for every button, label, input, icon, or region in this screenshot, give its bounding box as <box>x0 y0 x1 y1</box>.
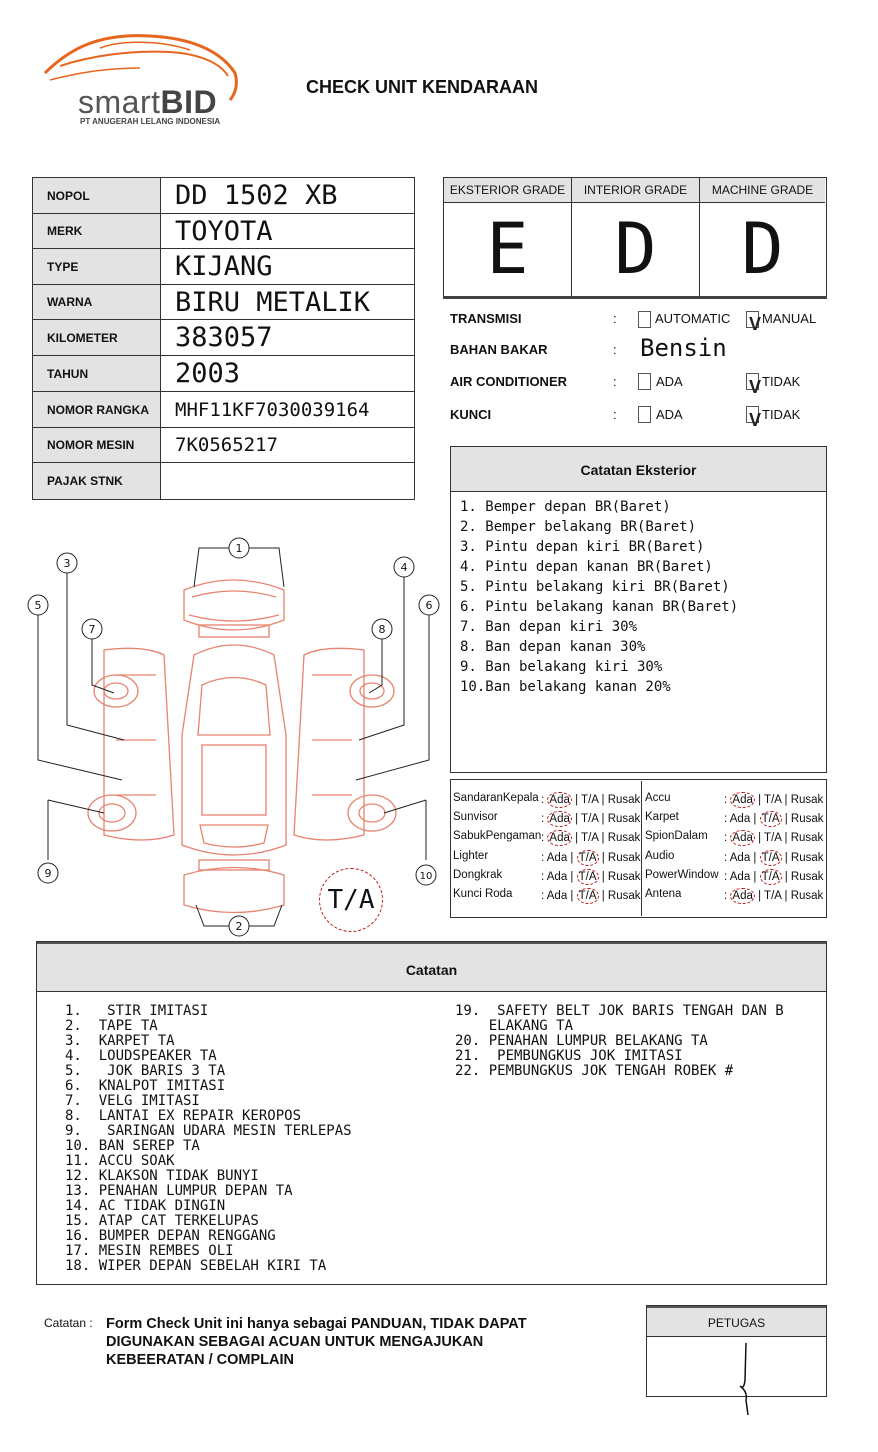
table-row <box>33 320 415 356</box>
accessory-name: Sunvisor <box>453 811 498 823</box>
marker-label: 7 <box>88 623 96 636</box>
separator: | <box>571 794 582 806</box>
field-value: 383057 <box>161 320 415 356</box>
separator: | <box>598 832 608 844</box>
separator: | <box>567 852 577 864</box>
list-item: ELAKANG TA <box>455 1018 574 1034</box>
list-item: 3. Pintu depan kiri BR(Baret) <box>460 539 705 555</box>
list-item: 7. VELG IMITASI <box>65 1093 200 1109</box>
accessory-options <box>541 811 640 827</box>
option-ada[interactable]: Ada <box>546 890 568 902</box>
list-item: 4. Pintu depan kanan BR(Baret) <box>460 559 713 575</box>
notes-title: Catatan <box>37 942 826 992</box>
ac-ada-option: ADA <box>656 374 683 389</box>
option-ada[interactable]: Ada <box>729 871 751 883</box>
separator: | <box>754 832 765 844</box>
separator: | <box>598 813 608 825</box>
ac-ada-checkbox[interactable] <box>638 373 651 390</box>
option-ta[interactable]: T/A <box>764 890 782 902</box>
table-row <box>33 214 415 249</box>
marker-label: 3 <box>63 557 71 570</box>
option-ta[interactable]: T/A <box>764 832 782 844</box>
colon: : <box>613 374 617 389</box>
list-item: 9. SARINGAN UDARA MESIN TERLEPAS <box>65 1123 352 1139</box>
option-ada[interactable]: Ada <box>546 852 568 864</box>
separator: | <box>598 890 608 902</box>
list-item: 8. LANTAI EX REPAIR KEROPOS <box>65 1108 302 1124</box>
check-mark-icon: V <box>749 377 762 397</box>
accessory-options <box>541 888 641 904</box>
field-value: TOYOTA <box>161 214 415 249</box>
field-value: DD 1502 XB <box>161 178 415 214</box>
option-rusak[interactable]: Rusak <box>790 832 824 844</box>
colon: : <box>613 311 617 326</box>
field-label: NOMOR RANGKA <box>33 392 161 428</box>
exterior-notes-list <box>451 492 826 697</box>
accessory-options <box>541 792 640 808</box>
accessory-name: PowerWindow <box>645 869 719 881</box>
notes-list-right <box>455 1004 784 1079</box>
divider <box>443 296 827 299</box>
option-rusak[interactable]: Rusak <box>790 871 824 883</box>
option-ada[interactable]: Ada <box>729 852 751 864</box>
list-item: 5. JOK BARIS 3 TA <box>65 1063 226 1079</box>
colon: : <box>541 890 545 902</box>
separator: | <box>781 890 791 902</box>
separator: | <box>754 890 765 902</box>
list-item: 15. ATAP CAT TERKELUPAS <box>65 1213 259 1229</box>
option-rusak[interactable]: Rusak <box>790 813 824 825</box>
accessory-options <box>724 830 823 846</box>
separator: | <box>598 852 608 864</box>
option-ta[interactable]: T/A <box>761 813 780 825</box>
field-label: WARNA <box>33 285 161 320</box>
accessory-options <box>541 869 641 885</box>
colon: : <box>541 871 545 883</box>
list-item: 2. TAPE TA <box>65 1018 158 1034</box>
disclaimer-text: Form Check Unit ini hanya sebagai PANDUAN, TIDAK DAPAT DIGUNAKAN SEBAGAI ACUAN UNTUK MENGAJUKAN KEBEERATAN / COMPLAIN <box>106 1316 527 1368</box>
exterior-notes-title: Catatan Eksterior <box>451 447 826 492</box>
option-ta[interactable]: T/A <box>764 794 782 806</box>
list-item: 12. KLAKSON TIDAK BUNYI <box>65 1168 259 1184</box>
grade-label: INTERIOR GRADE <box>572 178 699 203</box>
accessory-options <box>724 792 823 808</box>
colon: : <box>613 407 617 422</box>
exterior-notes-panel <box>450 446 827 773</box>
option-ada[interactable]: Ada <box>549 813 570 825</box>
separator: | <box>754 794 765 806</box>
option-ada[interactable]: Ada <box>549 794 570 806</box>
option-rusak[interactable]: Rusak <box>790 890 824 902</box>
list-item: 18. WIPER DEPAN SEBELAH KIRI TA <box>65 1258 327 1274</box>
list-item: 10.Ban belakang kanan 20% <box>460 679 671 695</box>
check-mark-icon: V <box>749 410 762 430</box>
option-ta[interactable]: T/A <box>578 852 597 864</box>
grade-label: MACHINE GRADE <box>700 178 825 203</box>
accessory-name: Dongkrak <box>453 869 503 881</box>
check-mark-icon: V <box>749 314 762 334</box>
grade-label: EKSTERIOR GRADE <box>444 178 571 203</box>
colon: : <box>724 832 728 844</box>
list-item: 3. KARPET TA <box>65 1033 175 1049</box>
bahan-bakar-value: Bensin <box>640 334 727 362</box>
separator: | <box>750 871 760 883</box>
manual-option: MANUAL <box>762 311 817 326</box>
option-ta[interactable]: T/A <box>578 871 597 883</box>
automatic-checkbox[interactable] <box>638 311 651 328</box>
option-ada[interactable]: Ada <box>546 871 568 883</box>
accessory-options <box>724 850 824 866</box>
marker-label: 2 <box>235 920 243 933</box>
separator: | <box>598 871 608 883</box>
automatic-option: AUTOMATIC <box>655 311 731 326</box>
option-ada[interactable]: Ada <box>732 794 753 806</box>
accessory-options <box>541 830 640 846</box>
option-ta[interactable]: T/A <box>581 832 599 844</box>
option-rusak[interactable]: Rusak <box>790 794 824 806</box>
kunci-label: KUNCI <box>450 407 492 422</box>
option-ta[interactable]: T/A <box>761 852 780 864</box>
separator: | <box>567 871 577 883</box>
option-ta[interactable]: T/A <box>761 871 780 883</box>
grade-value: E <box>486 208 529 290</box>
field-label: MERK <box>33 214 161 249</box>
field-value: MHF11KF7030039164 <box>161 392 415 428</box>
table-row <box>33 428 415 463</box>
marker-label: 5 <box>34 599 42 612</box>
option-ta[interactable]: T/A <box>578 890 597 902</box>
logo-wordmark: smartBID <box>78 84 218 120</box>
option-rusak[interactable]: Rusak <box>607 890 641 902</box>
logo-subtitle: PT ANUGERAH LELANG INDONESIA <box>80 117 221 126</box>
divider <box>641 781 642 916</box>
option-ta[interactable]: T/A <box>581 813 599 825</box>
kunci-tidak-option: TIDAK <box>762 407 801 422</box>
list-item: 13. PENAHAN LUMPUR DEPAN TA <box>65 1183 293 1199</box>
grade-value: D <box>614 208 657 290</box>
marker-label: 4 <box>400 561 408 574</box>
footer-label: Catatan : <box>44 1316 93 1330</box>
marker-label: 8 <box>378 623 386 636</box>
separator: | <box>750 852 760 864</box>
notes-panel <box>36 941 827 1285</box>
accessory-name: Lighter <box>453 850 489 862</box>
field-value: BIRU METALIK <box>161 285 415 320</box>
field-label: PAJAK STNK <box>33 463 161 500</box>
list-item: 6. KNALPOT IMITASI <box>65 1078 226 1094</box>
separator: | <box>781 813 791 825</box>
accessory-name: SandaranKepala <box>453 792 539 804</box>
list-item: 1. STIR IMITASI <box>65 1003 209 1019</box>
notes-list-left <box>65 1004 352 1274</box>
option-ada[interactable]: Ada <box>549 832 570 844</box>
field-value <box>161 463 415 500</box>
separator: | <box>598 794 608 806</box>
accessory-options <box>724 888 823 904</box>
colon: : <box>724 794 728 806</box>
marker-label: 10 <box>419 871 433 882</box>
option-rusak[interactable]: Rusak <box>607 871 641 883</box>
list-item: 6. Pintu belakang kanan BR(Baret) <box>460 599 739 615</box>
list-item: 2. Bemper belakang BR(Baret) <box>460 519 697 535</box>
marker-label: 9 <box>44 867 52 880</box>
list-item: 10. BAN SEREP TA <box>65 1138 200 1154</box>
option-ada[interactable]: Ada <box>732 890 753 902</box>
car-damage-diagram <box>24 535 444 940</box>
field-label: NOPOL <box>33 178 161 214</box>
list-item: 4. LOUDSPEAKER TA <box>65 1048 217 1064</box>
accessory-name: SabukPengaman <box>453 830 542 842</box>
separator: | <box>571 832 582 844</box>
colon: : <box>541 832 545 844</box>
option-ada[interactable]: Ada <box>729 813 751 825</box>
list-item: 1. Bemper depan BR(Baret) <box>460 499 671 515</box>
ta-stamp: T/A <box>319 868 383 932</box>
option-rusak[interactable]: Rusak <box>607 832 641 844</box>
list-item: 22. PEMBUNGKUS JOK TENGAH ROBEK # <box>455 1063 734 1079</box>
field-label: NOMOR MESIN <box>33 428 161 463</box>
list-item: 11. ACCU SOAK <box>65 1153 175 1169</box>
list-item: 20. PENAHAN LUMPUR BELAKANG TA <box>455 1033 708 1049</box>
accessory-options <box>724 811 824 827</box>
list-item: 17. MESIN REMBES OLI <box>65 1243 234 1259</box>
accessory-options <box>724 869 824 885</box>
accessory-name: Kunci Roda <box>453 888 513 900</box>
option-rusak[interactable]: Rusak <box>607 794 641 806</box>
colon: : <box>724 871 728 883</box>
accessory-name: Antena <box>645 888 682 900</box>
table-row <box>33 463 415 500</box>
field-label: TYPE <box>33 249 161 285</box>
colon: : <box>541 794 545 806</box>
list-item: 16. BUMPER DEPAN RENGGANG <box>65 1228 276 1244</box>
separator: | <box>567 890 577 902</box>
marker-label: 1 <box>235 542 243 555</box>
accessory-name: Audio <box>645 850 675 862</box>
accessory-name: Karpet <box>645 811 679 823</box>
option-rusak[interactable]: Rusak <box>607 813 641 825</box>
colon: : <box>724 890 728 902</box>
colon: : <box>613 342 617 357</box>
separator: | <box>781 794 791 806</box>
option-rusak[interactable]: Rusak <box>790 852 824 864</box>
exterior-grade <box>444 178 572 297</box>
separator: | <box>571 813 582 825</box>
separator: | <box>781 852 791 864</box>
colon: : <box>724 852 728 864</box>
bahan-bakar-label: BAHAN BAKAR <box>450 342 548 357</box>
machine-grade <box>700 178 825 297</box>
field-label: KILOMETER <box>33 320 161 356</box>
separator: | <box>781 871 791 883</box>
colon: : <box>541 813 545 825</box>
field-label: TAHUN <box>33 356 161 392</box>
list-item: 5. Pintu belakang kiri BR(Baret) <box>460 579 730 595</box>
ac-label: AIR CONDITIONER <box>450 374 567 389</box>
table-row <box>33 249 415 285</box>
interior-grade <box>572 178 700 297</box>
signature <box>728 1340 768 1420</box>
table-row <box>33 285 415 320</box>
table-row <box>33 178 415 214</box>
kunci-ada-checkbox[interactable] <box>638 406 651 423</box>
kunci-ada-option: ADA <box>656 407 683 422</box>
list-item: 19. SAFETY BELT JOK BARIS TENGAH DAN B <box>455 1003 784 1019</box>
page-title: CHECK UNIT KENDARAAN <box>306 77 538 97</box>
separator: | <box>781 832 791 844</box>
table-row <box>33 392 415 428</box>
accessory-name: Accu <box>645 792 671 804</box>
option-ta[interactable]: T/A <box>581 794 599 806</box>
list-item: 14. AC TIDAK DINGIN <box>65 1198 226 1214</box>
field-value: 2003 <box>161 356 415 392</box>
field-value: KIJANG <box>161 249 415 285</box>
accessory-options <box>541 850 641 866</box>
vehicle-info-table <box>32 177 415 500</box>
field-value: 7K0565217 <box>161 428 415 463</box>
transmisi-label: TRANSMISI <box>450 311 522 326</box>
list-item: 9. Ban belakang kiri 30% <box>460 659 663 675</box>
marker-label: 6 <box>425 599 433 612</box>
ac-tidak-option: TIDAK <box>762 374 801 389</box>
separator: | <box>750 813 760 825</box>
option-rusak[interactable]: Rusak <box>607 852 641 864</box>
colon: : <box>541 852 545 864</box>
list-item: 7. Ban depan kiri 30% <box>460 619 638 635</box>
list-item: 8. Ban depan kanan 30% <box>460 639 646 655</box>
accessory-name: SpionDalam <box>645 830 708 842</box>
grades-panel <box>443 177 827 298</box>
colon: : <box>724 813 728 825</box>
option-ada[interactable]: Ada <box>732 832 753 844</box>
petugas-label: PETUGAS <box>647 1306 826 1337</box>
grade-value: D <box>741 208 784 290</box>
table-row <box>33 356 415 392</box>
list-item: 21. PEMBUNGKUS JOK IMITASI <box>455 1048 683 1064</box>
